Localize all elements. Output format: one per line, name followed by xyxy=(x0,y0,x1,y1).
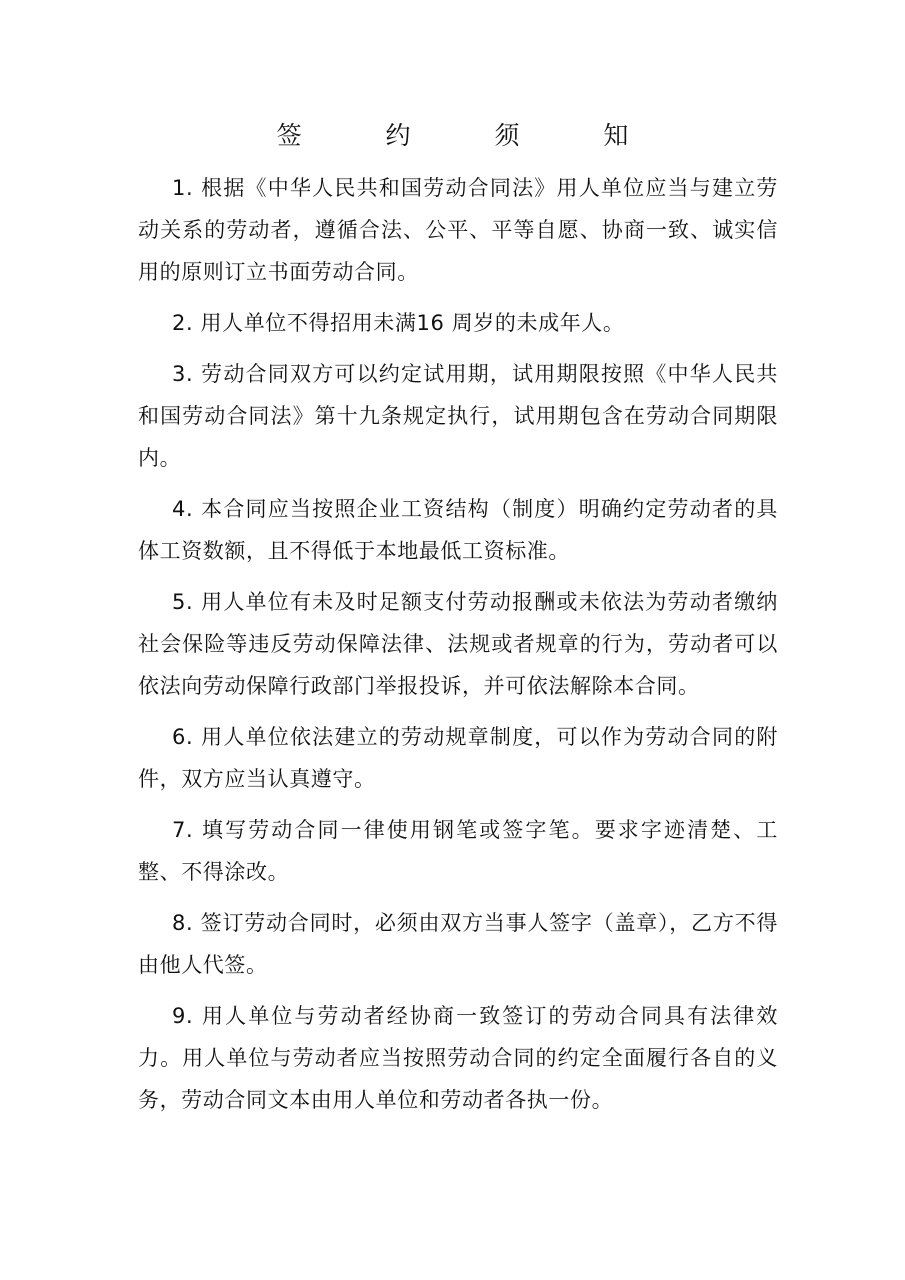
paragraph-9: 9. 用人单位与劳动者经协商一致签订的劳动合同具有法律效力。用人单位与劳动者应当按照劳动合同的约定全面履行各自的义务，劳动合同文本由用人单位和劳动者各执一份。 xyxy=(138,1004,778,1112)
paragraph-1: 1. 根据《中华人民共和国劳动合同法》用人单位应当与建立劳动关系的劳动者，遵循合法、公平、平等自愿、协商一致、诚实信用的原则订立书面劳动合同。 xyxy=(138,176,778,284)
paragraph-7: 7. 填写劳动合同一律使用钢笔或签字笔。要求字迹清楚、工整、不得涂改。 xyxy=(138,818,778,884)
paragraph-6: 6. 用人单位依法建立的劳动规章制度，可以作为劳动合同的附件，双方应当认真遵守。 xyxy=(138,725,778,791)
document-body xyxy=(138,167,778,1121)
paragraph-3: 3. 劳动合同双方可以约定试用期，试用期限按照《中华人民共和国劳动合同法》第十九条规定执行，试用期包含在劳动合同期限内。 xyxy=(138,362,778,470)
paragraph-8: 8. 签订劳动合同时，必须由双方当事人签字（盖章），乙方不得由他人代签。 xyxy=(138,911,778,977)
paragraph-2: 2. 用人单位不得招用未满16 周岁的未成年人。 xyxy=(172,311,625,335)
paragraph-4: 4. 本合同应当按照企业工资结构（制度）明确约定劳动者的具体工资数额，且不得低于本地最低工资标准。 xyxy=(138,497,778,563)
document-title: 签 约 须 知 xyxy=(276,121,667,150)
paragraph-5: 5. 用人单位有未及时足额支付劳动报酬或未依法为劳动者缴纳社会保险等违反劳动保障法律、法规或者规章的行为，劳动者可以依法向劳动保障行政部门举报投诉，并可依法解除本合同。 xyxy=(138,590,778,698)
